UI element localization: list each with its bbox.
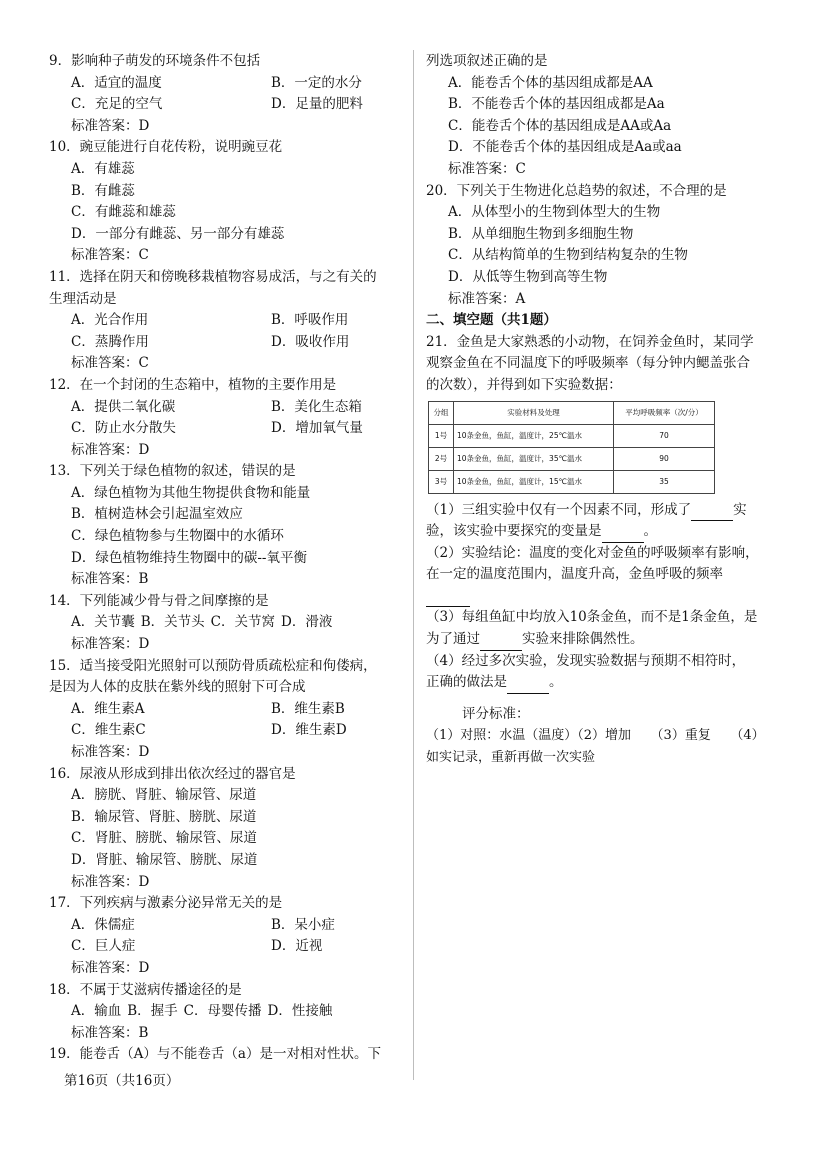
q11-stem-line2: 生理活动是 [49, 290, 117, 307]
q15-answer: 标准答案：D [71, 744, 150, 760]
q9-option-d: D．足量的肥料 [271, 96, 363, 113]
q20-option-a: A．从体型小的生物到体型大的生物 [448, 204, 661, 221]
q20-answer: 标准答案：A [448, 290, 526, 307]
table-cell-group: 1号 [429, 424, 454, 447]
table-header-frequency: 平均呼吸频率（次/分） [614, 401, 715, 424]
q12-option-a: A．提供二氧化碳 [71, 398, 176, 415]
q13-option-b: B．植树造林会引起温室效应 [71, 506, 243, 523]
scoring-title: 评分标准： [462, 705, 530, 722]
page-footer: 第16页（共16页） [64, 1073, 180, 1089]
experiment-table [428, 401, 715, 494]
q17-option-d: D．近视 [271, 938, 323, 955]
q21-part2-line3 [426, 586, 788, 608]
q15-option-d: D．维生素D [271, 722, 347, 739]
q19-answer: 标准答案：C [448, 160, 526, 177]
blank-1 [691, 505, 733, 521]
q14-answer: 标准答案：D [71, 636, 150, 653]
q20-option-b: B．从单细胞生物到多细胞生物 [448, 225, 634, 242]
q17-stem: 17．下列疾病与激素分泌异常无关的是 [49, 895, 283, 912]
table-header-material: 实验材料及处理 [454, 401, 614, 424]
q10-option-a: A．有雄蕊 [71, 160, 135, 177]
q12-option-d: D．增加氧气量 [271, 420, 363, 437]
q17-options-row2 [49, 936, 405, 958]
q18-option-a: A．输血 [71, 1003, 122, 1020]
blank-5 [507, 678, 549, 694]
q16-option-a: A．膀胱、肾脏、输尿管、尿道 [71, 787, 257, 804]
q11-stem-line1: 11．选择在阴天和傍晚移栽植物容易成活，与之有关的 [49, 268, 377, 285]
q14-option-c: C．关节窝 [210, 614, 276, 631]
blank-2 [602, 527, 644, 543]
q16-option-c: C．肾脏、膀胱、输尿管、尿道 [71, 830, 257, 847]
q19-option-a: A．能卷舌个体的基因组成都是AA [448, 74, 653, 91]
q11-options-row1 [49, 310, 405, 332]
table-cell-frequency: 70 [614, 424, 715, 447]
table-header-row [429, 401, 715, 424]
q12-option-c: C．防止水分散失 [71, 420, 176, 437]
q12-options-row1 [49, 397, 405, 419]
table-cell-material: 10条金鱼，鱼缸，温度计，15℃温水 [454, 470, 614, 493]
q15-stem-line2: 是因为人体的皮肤在紫外线的照射下可合成 [49, 679, 306, 696]
q10-option-c: C．有雌蕊和雄蕊 [71, 204, 176, 221]
q18-stem: 18．不属于艾滋病传播途径的是 [49, 981, 242, 998]
q15-option-b: B．维生素B [271, 700, 345, 717]
right-column [426, 51, 788, 769]
q9-option-a: A．适宜的温度 [71, 74, 162, 91]
q15-options-row2 [49, 720, 405, 742]
q14-option-a: A．关节囊 [71, 614, 135, 631]
q18-option-c: C．母婴传播 [183, 1003, 262, 1020]
table-cell-material: 10条金鱼，鱼缸，温度计，35℃温水 [454, 447, 614, 470]
q9-option-b: B．一定的水分 [271, 74, 362, 91]
q19-option-c: C．能卷舌个体的基因组成是AA或Aa [448, 117, 672, 134]
q21-stem-line3: 的次数），并得到如下实验数据： [426, 376, 622, 393]
q15-option-a: A．维生素A [71, 700, 145, 717]
q11-option-c: C．蒸腾作用 [71, 333, 149, 350]
q14-stem: 14．下列能减少骨与骨之间摩擦的是 [49, 592, 269, 609]
q10-stem: 10．豌豆能进行自花传粉，说明豌豆花 [49, 139, 283, 156]
q21-part1-line1: （1）三组实验中仅有一个因素不同，形成了 实 [426, 500, 788, 522]
q18-options [49, 1001, 405, 1023]
table-cell-material: 10条金鱼，鱼缸，温度计，25℃温水 [454, 424, 614, 447]
q17-option-c: C．巨人症 [71, 938, 136, 955]
q18-option-d: D．性接触 [267, 1003, 333, 1020]
q21-part3-line2: 为了通过 实验来排除偶然性。 [426, 629, 788, 651]
section-title-fill-in: 二、填空题（共1题） [426, 312, 557, 329]
table-row [429, 470, 715, 493]
q13-stem: 13．下列关于绿色植物的叙述，错误的是 [49, 463, 296, 480]
q19-stem-line2: 列选项叙述正确的是 [426, 53, 548, 69]
q13-option-c: C．绿色植物参与生物圈中的水循环 [71, 528, 284, 545]
q21-part4-line1: （4）经过多次实验，发现实验数据与预期不相符时， [426, 652, 746, 669]
q21-part1-line2: 验，该实验中要探究的变量是 。 [426, 521, 788, 543]
q9-answer: 标准答案：D [71, 117, 150, 134]
q12-answer: 标准答案：D [71, 441, 150, 458]
q11-options-row2 [49, 332, 405, 354]
table-cell-group: 2号 [429, 447, 454, 470]
q21-part4-line2: 正确的做法是 。 [426, 672, 788, 694]
q11-option-d: D．吸收作用 [271, 333, 350, 350]
q10-option-b: B．有雌蕊 [71, 182, 135, 199]
q21-part2-line1: （2）实验结论：温度的变化对金鱼的呼吸频率有影响， [426, 544, 759, 561]
blank-3 [426, 591, 470, 607]
q19-stem-line1: 19．能卷舌（A）与不能卷舌（a）是一对相对性状。下 [49, 1046, 381, 1063]
q17-options-row1 [49, 915, 405, 937]
q21-part2-line2: 在一定的温度范围内，温度升高，金鱼呼吸的频率 [426, 566, 723, 583]
q20-option-c: C．从结构简单的生物到结构复杂的生物 [448, 247, 688, 264]
column-divider [413, 50, 414, 1080]
q16-stem: 16．尿液从形成到排出依次经过的器官是 [49, 765, 296, 782]
q16-answer: 标准答案：D [71, 873, 150, 890]
q21-stem-line1: 21．金鱼是大家熟悉的小动物，在饲养金鱼时，某同学 [426, 333, 754, 350]
q18-answer: 标准答案：B [71, 1024, 149, 1041]
q15-options-row1 [49, 699, 405, 721]
q11-option-a: A．光合作用 [71, 312, 149, 329]
q9-option-c: C．充足的空气 [71, 96, 163, 113]
q9-options-row2 [49, 94, 405, 116]
q15-option-c: C．维生素C [71, 722, 146, 739]
q13-option-d: D．绿色植物维持生物圈中的碳--氧平衡 [71, 549, 307, 566]
q10-answer: 标准答案：C [71, 247, 149, 264]
q21-part3-line1: （3）每组鱼缸中均放入10条金鱼，而不是1条金鱼，是 [426, 609, 758, 626]
q12-stem: 12．在一个封闭的生态箱中，植物的主要作用是 [49, 376, 337, 393]
q9-options-row1 [49, 73, 405, 95]
table-cell-frequency: 35 [614, 470, 715, 493]
scoring-line1: （1）对照：水温（温度）（2）增加 （3）重复 （4） [426, 728, 765, 744]
q15-stem-line1: 15．适当接受阳光照射可以预防骨质疏松症和佝偻病， [49, 657, 377, 674]
blank-4 [480, 635, 522, 651]
table-cell-group: 3号 [429, 470, 454, 493]
table-cell-frequency: 90 [614, 447, 715, 470]
q11-option-b: B．呼吸作用 [271, 312, 349, 329]
table-row [429, 447, 715, 470]
q19-option-b: B．不能卷舌个体的基因组成都是Aa [448, 96, 665, 113]
scoring-line2: 如实记录，重新再做一次实验 [426, 750, 596, 766]
q11-answer: 标准答案：C [71, 355, 149, 372]
table-row [429, 424, 715, 447]
q13-answer: 标准答案：B [71, 571, 149, 588]
q14-option-d: D．滑液 [281, 614, 333, 631]
left-column [49, 51, 405, 1066]
q10-option-d: D．一部分有雌蕊、另一部分有雄蕊 [71, 225, 285, 242]
q9-stem: 9．影响种子萌发的环境条件不包括 [49, 53, 261, 69]
q16-option-b: B．输尿管、肾脏、膀胱、尿道 [71, 808, 257, 825]
q21-stem-line2: 观察金鱼在不同温度下的呼吸频率（每分钟内鳃盖张合 [426, 355, 750, 372]
q20-stem: 20．下列关于生物进化总趋势的叙述，不合理的是 [426, 182, 727, 199]
q12-options-row2 [49, 418, 405, 440]
q14-options [49, 612, 405, 634]
q17-option-a: A．侏儒症 [71, 916, 135, 933]
q14-option-b: B．关节头 [140, 614, 205, 631]
q13-option-a: A．绿色植物为其他生物提供食物和能量 [71, 484, 311, 501]
q18-option-b: B．握手 [127, 1003, 178, 1020]
table-header-group: 分组 [429, 401, 454, 424]
q12-option-b: B．美化生态箱 [271, 398, 362, 415]
q17-option-b: B．呆小症 [271, 916, 335, 933]
q19-option-d: D．不能卷舌个体的基因组成是Aa或aa [448, 139, 682, 156]
q16-option-d: D．肾脏、输尿管、膀胱、尿道 [71, 851, 258, 868]
q17-answer: 标准答案：D [71, 959, 150, 976]
q20-option-d: D．从低等生物到高等生物 [448, 268, 608, 285]
